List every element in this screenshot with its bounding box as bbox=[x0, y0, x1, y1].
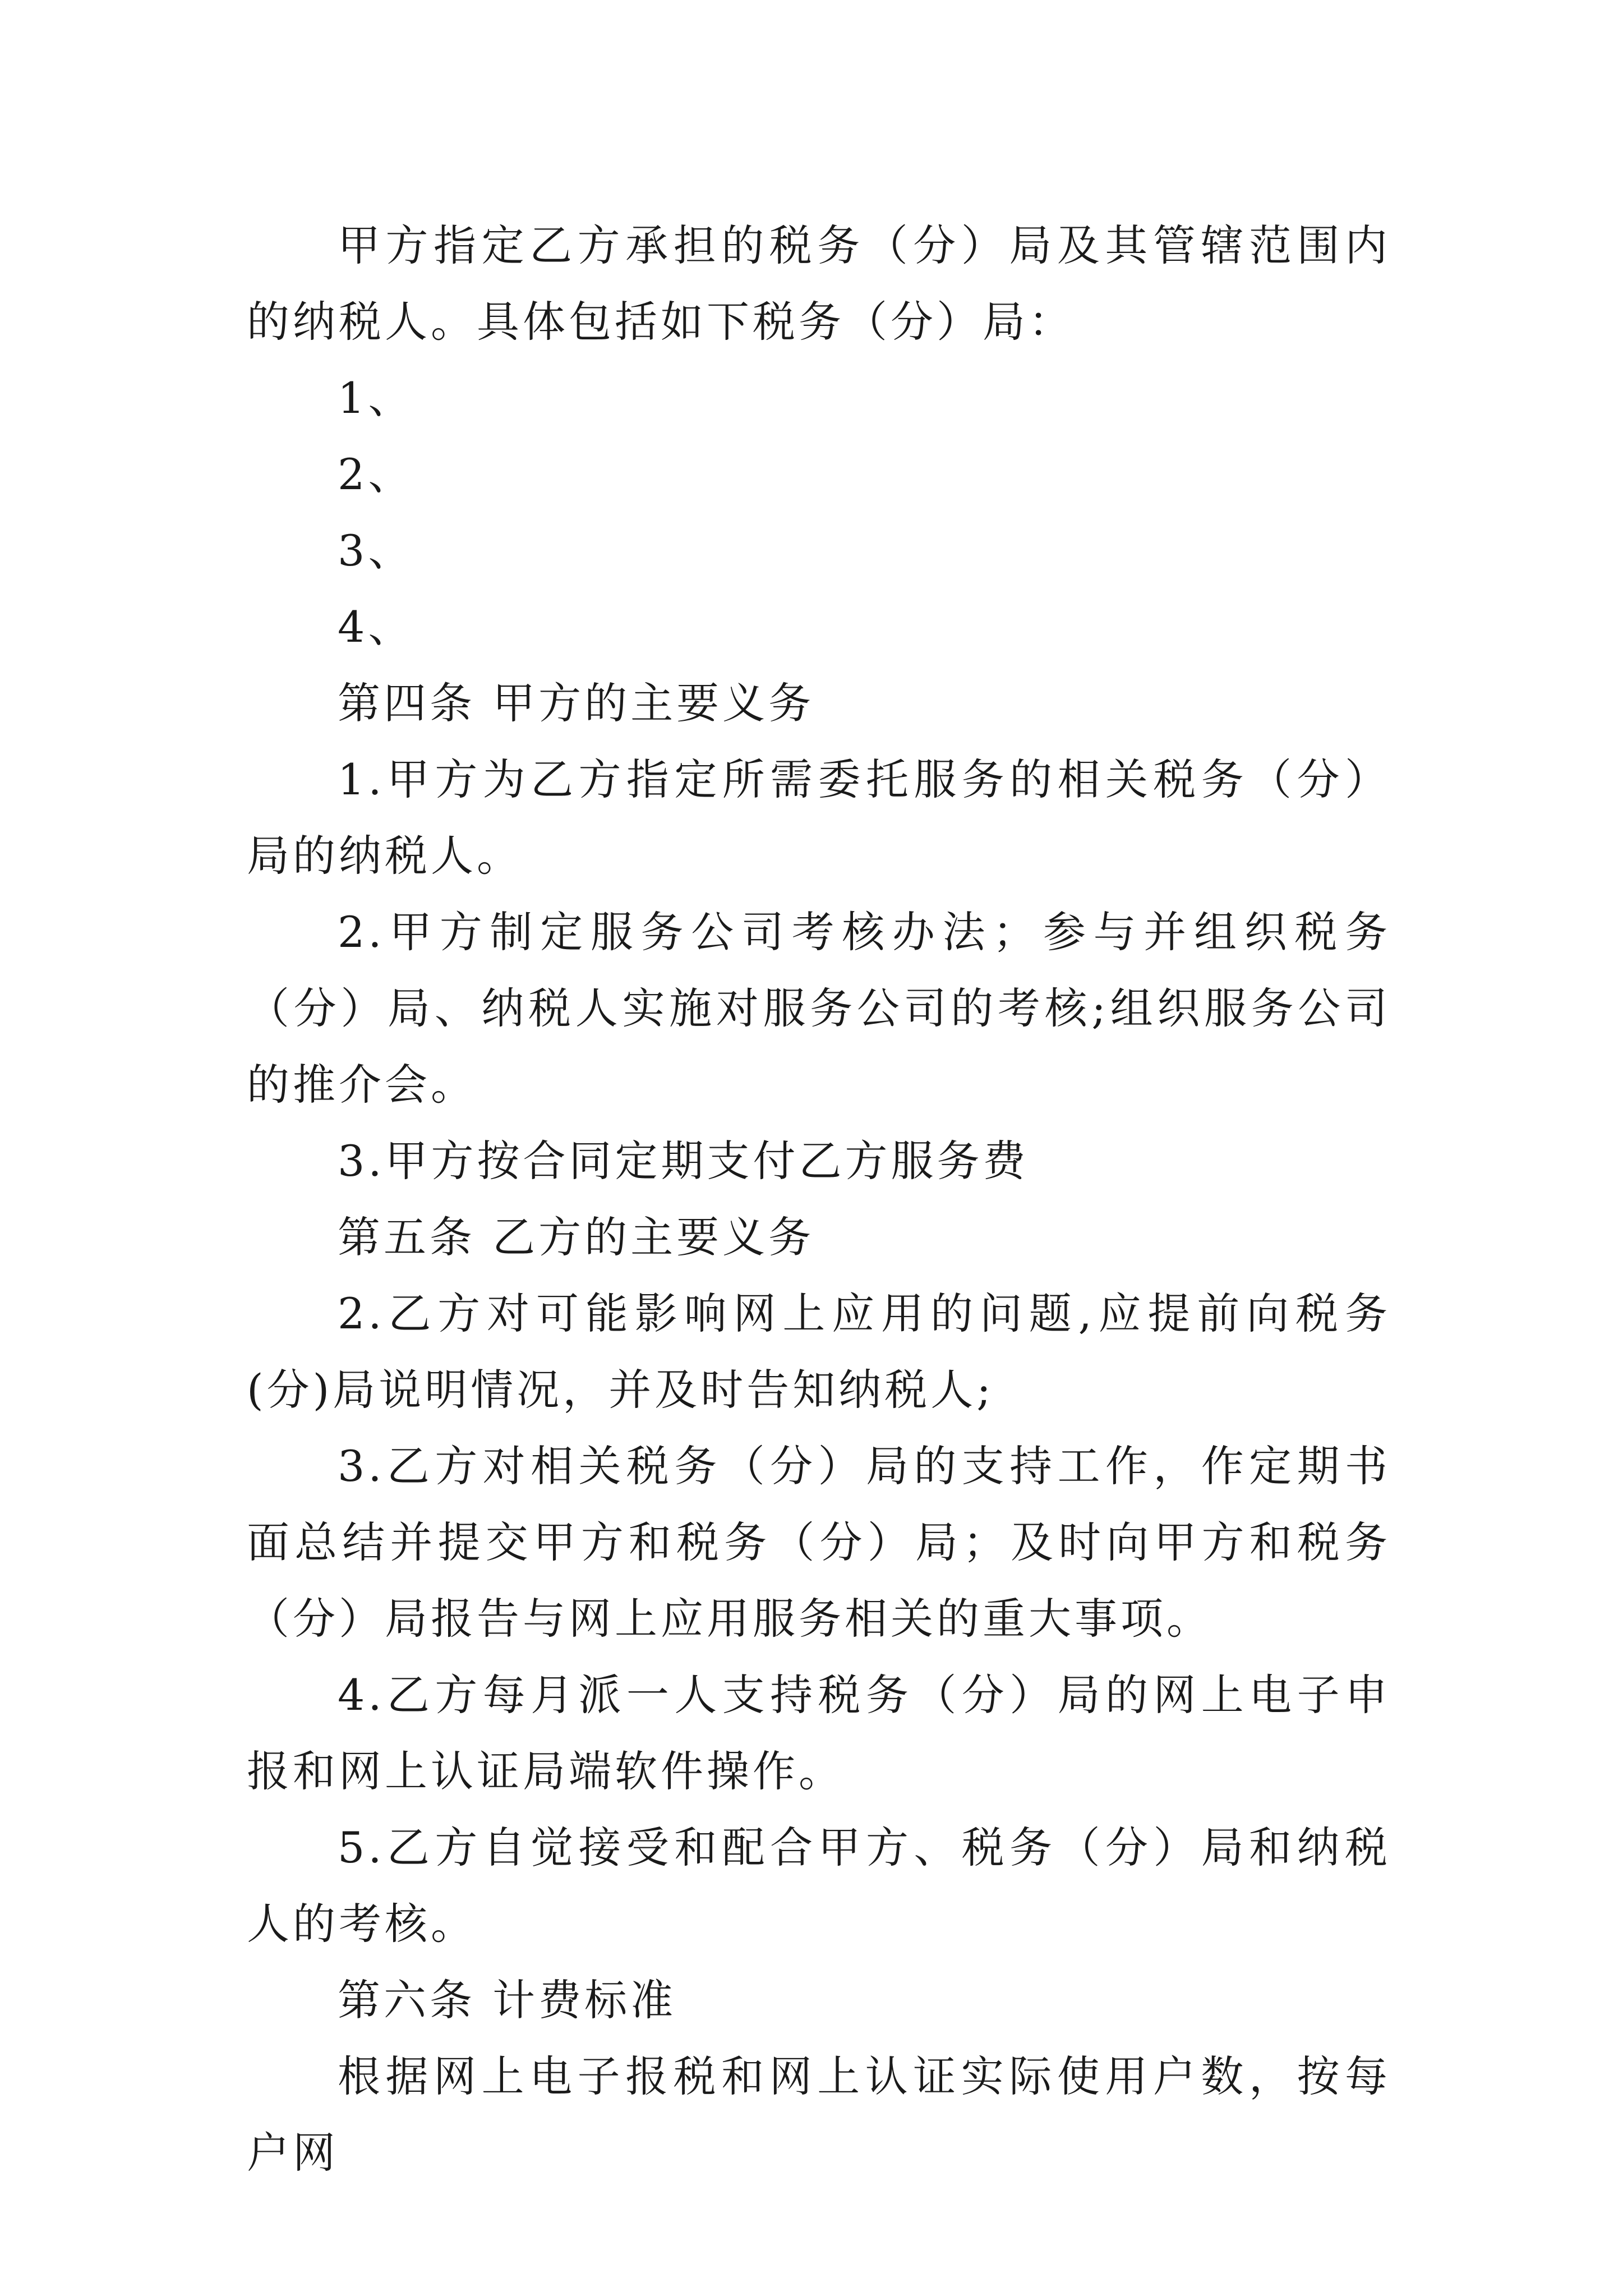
article-5-heading: 第五条 乙方的主要义务 bbox=[338, 1212, 815, 1262]
list-item-1: 1、 bbox=[338, 373, 414, 423]
list-item-3: 3、 bbox=[338, 526, 414, 576]
article-6-body: 根据网上电子报税和网上认证实际使用户数，按每户网 bbox=[247, 2051, 1391, 2178]
article-4-item-1: 1.甲方为乙方指定所需委托服务的相关税务（分）局的纳税人。 bbox=[247, 754, 1391, 881]
list-item-2: 2、 bbox=[338, 449, 414, 499]
paragraph-scope-intro: 甲方指定乙方承担的税务（分）局及其管辖范围内的纳税人。具体包括如下税务（分）局： bbox=[247, 220, 1391, 347]
article-5-item-5: 5.乙方自觉接受和配合甲方、税务（分）局和纳税人的考核。 bbox=[247, 1823, 1391, 1949]
list-item-4: 4、 bbox=[338, 602, 414, 652]
document-body bbox=[247, 208, 1391, 2191]
article-5-item-2: 2.乙方对可能影响网上应用的问题,应提前向税务(分)局说明情况，并及时告知纳税人; bbox=[247, 1289, 1391, 1415]
article-4-item-3: 3.甲方按合同定期支付乙方服务费 bbox=[338, 1136, 1029, 1186]
article-4-heading: 第四条 甲方的主要义务 bbox=[338, 678, 815, 728]
article-5-item-4: 4.乙方每月派一人支持税务（分）局的网上电子申报和网上认证局端软件操作。 bbox=[247, 1670, 1391, 1796]
article-5-item-3: 3.乙方对相关税务（分）局的支持工作，作定期书面总结并提交甲方和税务（分）局；及时向甲方和税务（分）局报告与网上应用服务相关的重大事项。 bbox=[247, 1441, 1391, 1644]
article-4-item-2: 2.甲方制定服务公司考核办法；参与并组织税务（分）局、纳税人实施对服务公司的考核;组织服务公司的推介会。 bbox=[247, 907, 1391, 1110]
article-6-heading: 第六条 计费标准 bbox=[338, 1975, 677, 2025]
